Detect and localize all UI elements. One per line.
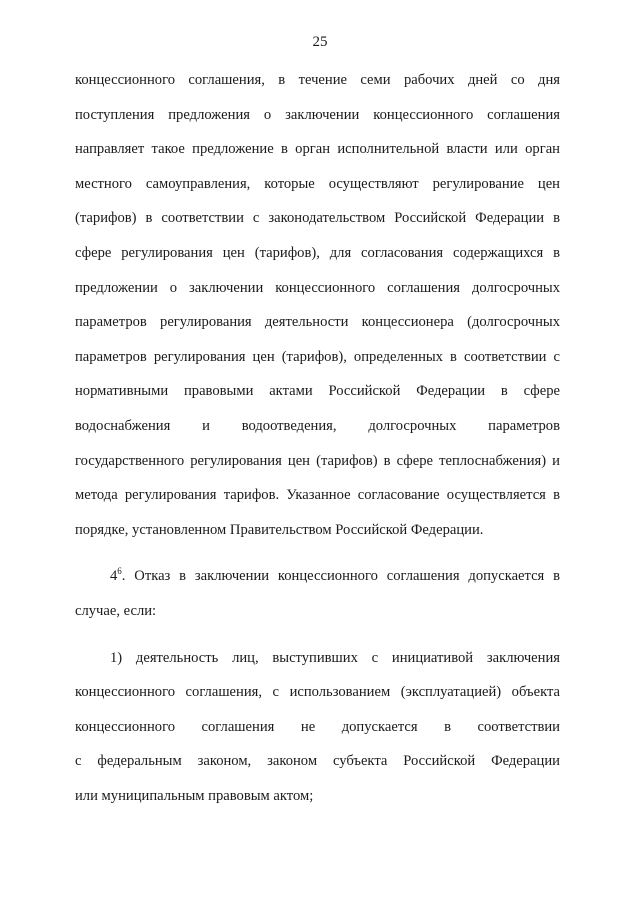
text-line: (тарифов) в соответствии с законодательством Российской Федерации в <box>75 210 560 227</box>
text-line: случае, если: <box>75 602 157 619</box>
text-line: метода регулирования тарифов. Указанное согласование осуществляется в <box>75 487 560 504</box>
paragraph-approval-procedure <box>75 70 560 554</box>
text-line <box>75 566 560 601</box>
text-line: нормативными правовыми актами Российской Федерации в сфере <box>75 383 560 400</box>
clause-number: 4 <box>110 568 118 585</box>
text-line: направляет такое предложение в орган исполнительной власти или орган <box>75 141 560 158</box>
text-line: поступления предложения о заключении концессионного соглашения <box>75 106 560 123</box>
text-line: сфере регулирования цен (тарифов), для согласования содержащихся в <box>75 244 560 261</box>
text-line: 1) деятельность лиц, выступивших с инициативой заключения <box>110 649 560 666</box>
text-line: параметров регулирования деятельности концессионера (долгосрочных <box>75 314 560 331</box>
clause-superscript: 6 <box>117 566 122 577</box>
text-line: государственного регулирования цен (тарифов) в сфере теплоснабжения) и <box>75 452 560 469</box>
text-line: предложении о заключении концессионного соглашения долгосрочных <box>75 279 560 296</box>
text-line: или муниципальным правовым актом; <box>75 787 314 804</box>
text-line: порядке, установленном Правительством Российской Федерации. <box>75 521 484 538</box>
text-line: местного самоуправления, которые осуществляют регулирование цен <box>75 175 560 192</box>
text-line: с федеральным законом, законом субъекта Российской Федерации <box>75 753 560 770</box>
paragraph-subclause-1 <box>75 648 560 821</box>
text-line: водоснабжения и водоотведения, долгосрочных параметров <box>75 417 560 434</box>
document-body <box>75 70 560 820</box>
text-line: концессионного соглашения не допускается в соответствии <box>75 718 560 735</box>
clause-text: . Отказ в заключении концессионного соглашения допускается в <box>121 568 560 585</box>
text-line: параметров регулирования цен (тарифов), определенных в соответствии с <box>75 348 560 365</box>
text-line: концессионного соглашения, с использованием (эксплуатацией) объекта <box>75 684 560 701</box>
text-line: концессионного соглашения, в течение семи рабочих дней со дня <box>75 72 560 88</box>
paragraph-refusal-clause <box>75 566 560 635</box>
page-number: 25 <box>312 34 328 50</box>
